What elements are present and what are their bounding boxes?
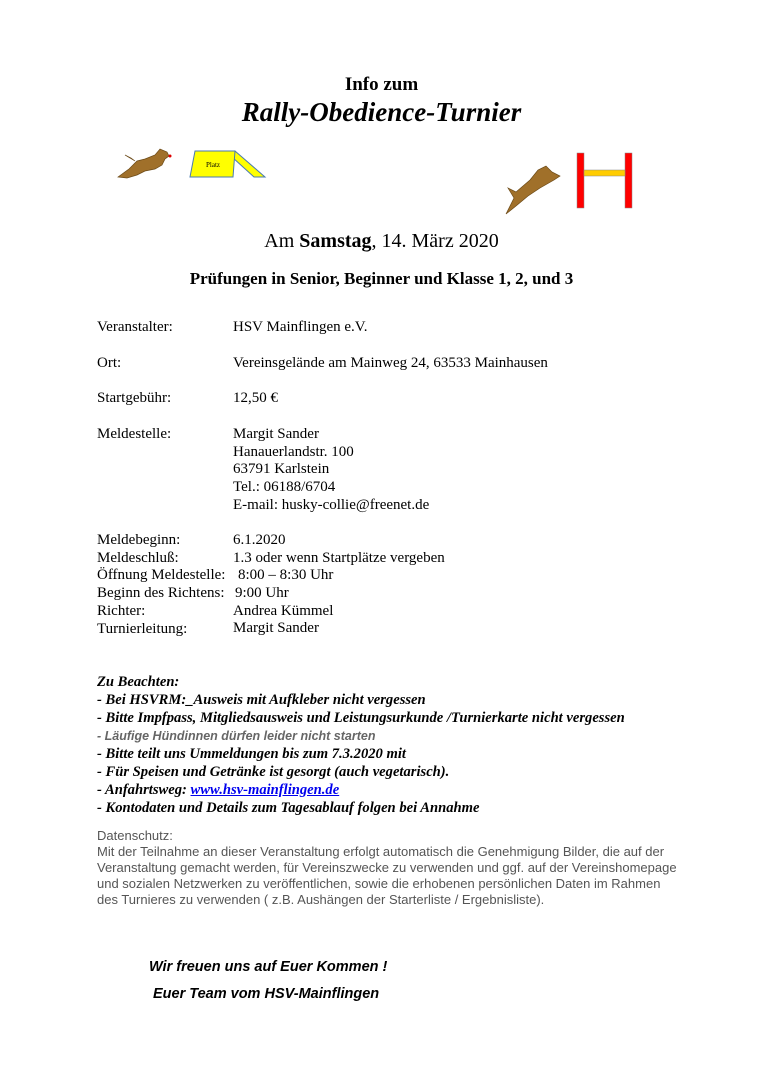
notes-list: Zu Beachten: - Bei HSVRM:_Ausweis mit Aufkleber nicht vergessen - Bitte Impfpass, Mitgliedsausweis und Leistungsurkunde /Turnierkarte nicht vergessen - Läufige Hündinnen dürfen leider nicht starten - Bitte teilt uns Ummeldungen bis zum 7.3.2020 mit - Für Speisen und Getränke ist gesorgt (auch vegetarisch). - Anfahrtsweg: www.hsv-mainflingen.de - Kontodaten und Details zum Tagesablauf folgen bei Annahme bbox=[97, 674, 625, 816]
event-date: Am Samstag, 14. März 2020 bbox=[264, 230, 499, 252]
fee-label: Startgebühr: bbox=[97, 390, 172, 406]
page-title: Rally-Obedience-Turnier bbox=[241, 97, 522, 127]
exam-classes: Prüfungen in Senior, Beginner und Klasse 1, 2, und 3 bbox=[189, 269, 574, 288]
schedule-labels: Meldebeginn: Meldeschluß: Öffnung Meldestelle: Beginn des Richtens: Richter: Turnierleitung: bbox=[97, 532, 226, 637]
tunnel-icon bbox=[190, 151, 265, 177]
schedule-value-1: 6.1.2020 bbox=[233, 532, 286, 548]
fee-value: 12,50 € bbox=[233, 390, 278, 406]
privacy-notice: Datenschutz: Mit der Teilnahme an dieser Veranstaltung erfolgt automatisch die Genehmigung Bilder, die auf der Veranstaltung gemacht werden, für Vereinszwecke zu verwenden und ggf. auf der Vereinshomepage und sozialen Netzwerken zu veröffentlichen, sowie die erhobenen persönlichen Daten im Rahmen des Turnieres zu verwenden ( z.B. Aushängen der Starterliste / Ergebnisliste). bbox=[97, 828, 677, 907]
website-link[interactable]: www.hsv-mainflingen.de bbox=[190, 782, 340, 798]
location-label: Ort: bbox=[97, 355, 122, 371]
registration-office-label: Meldestelle: bbox=[97, 426, 172, 442]
tunnel-label: Platz bbox=[206, 161, 220, 169]
schedule-value-5: Andrea Kümmel bbox=[233, 603, 334, 619]
dog-hurdle-illustration bbox=[500, 150, 640, 218]
dog-tunnel-illustration bbox=[115, 145, 275, 185]
closing-line-2: Euer Team vom HSV-Mainflingen bbox=[153, 986, 380, 1002]
organizer-value: HSV Mainflingen e.V. bbox=[233, 319, 368, 335]
registration-office-address: Margit Sander Hanauerlandstr. 100 63791 Karlstein Tel.: 06188/6704 E-mail: husky-collie@freenet.de bbox=[233, 426, 430, 513]
dog-icon bbox=[118, 149, 169, 178]
schedule-value-2: 1.3 oder wenn Startplätze vergeben bbox=[233, 550, 445, 566]
schedule-value-3: 8:00 – 8:30 Uhr bbox=[238, 567, 334, 583]
schedule-value-4: 9:00 Uhr bbox=[235, 585, 289, 601]
header-line: Info zum bbox=[344, 74, 419, 95]
jumping-dog-icon bbox=[506, 166, 560, 214]
hurdle-icon bbox=[577, 153, 632, 208]
schedule-value-6: Margit Sander bbox=[233, 620, 319, 636]
location-value: Vereinsgelände am Mainweg 24, 63533 Mainhausen bbox=[233, 355, 548, 371]
closing-line-1: Wir freuen uns auf Euer Kommen ! bbox=[149, 959, 388, 975]
organizer-label: Veranstalter: bbox=[97, 319, 173, 335]
